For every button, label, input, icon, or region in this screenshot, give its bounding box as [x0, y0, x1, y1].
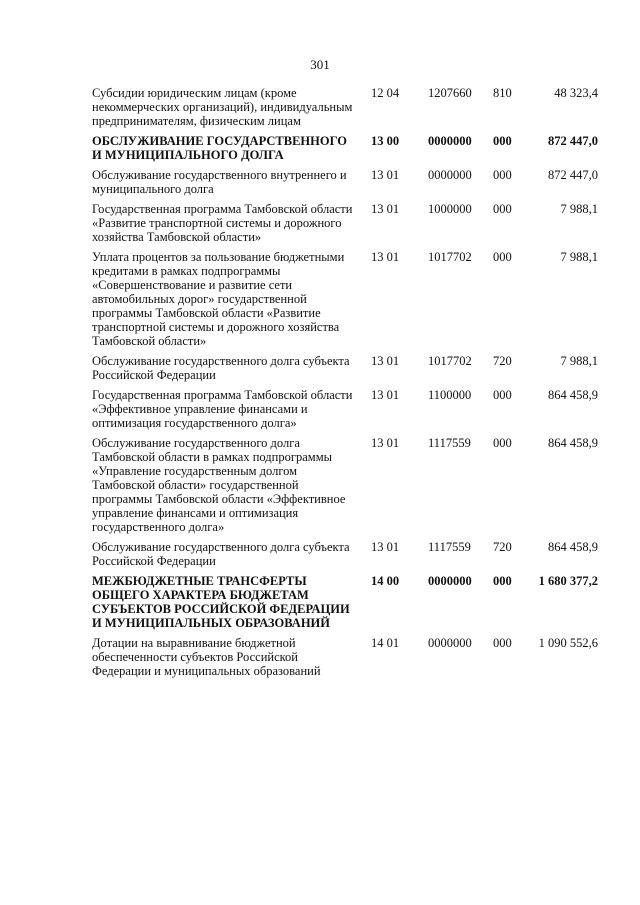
table-row: [0, 436, 640, 534]
row-section: 13 01: [371, 354, 400, 368]
row-section: 14 01: [371, 636, 400, 650]
row-name: Обслуживание государственного долга Тамбовской области в рамках подпрограммы «Управление государственным долгом Тамбовской области» государственной программы Тамбовской области «Эффективное управление финансами и оптимизация государственного долга»: [92, 436, 346, 534]
row-name: Обслуживание государственного долга субъекта Российской Федерации: [92, 540, 350, 568]
row-vr: 000: [493, 436, 512, 450]
row-sum: 48 323,4: [554, 86, 598, 100]
table-row: [0, 250, 640, 348]
row-vr: 000: [493, 574, 512, 588]
row-csr: 0000000: [428, 134, 472, 148]
table-row: [0, 636, 640, 678]
row-sum: 872 447,0: [548, 168, 598, 182]
row-vr: 000: [493, 134, 512, 148]
table-row: [0, 202, 640, 244]
row-vr: 000: [493, 250, 512, 264]
row-section: 13 01: [371, 168, 400, 182]
row-csr: 1000000: [428, 202, 472, 216]
row-sum: 864 458,9: [548, 436, 598, 450]
row-name: Обслуживание государственного внутреннего и муниципального долга: [92, 168, 347, 196]
row-name: ОБСЛУЖИВАНИЕ ГОСУДАРСТВЕННОГО И МУНИЦИПАЛЬНОГО ДОЛГА: [92, 134, 347, 162]
row-vr: 810: [493, 86, 512, 100]
row-sum: 7 988,1: [560, 250, 598, 264]
row-section: 13 01: [371, 388, 400, 402]
table-row: [0, 134, 640, 162]
row-sum: 7 988,1: [560, 354, 598, 368]
row-name: Обслуживание государственного долга субъекта Российской Федерации: [92, 354, 350, 382]
table-row: [0, 540, 640, 568]
table-row: [0, 354, 640, 382]
row-vr: 000: [493, 168, 512, 182]
budget-table: [0, 86, 640, 684]
row-vr: 000: [493, 202, 512, 216]
row-name: Субсидии юридическим лицам (кроме некоммерческих организаций), индивидуальным предпринимателям, физическим лицам: [92, 86, 353, 128]
row-sum: 1 090 552,6: [538, 636, 598, 650]
row-name: Дотации на выравнивание бюджетной обеспеченности субъектов Российской Федерации и муниципальных образований: [92, 636, 321, 678]
row-sum: 872 447,0: [548, 134, 598, 148]
row-section: 12 04: [371, 86, 400, 100]
row-csr: 0000000: [428, 636, 472, 650]
row-csr: 1207660: [428, 86, 472, 100]
row-sum: 864 458,9: [548, 388, 598, 402]
row-vr: 720: [493, 354, 512, 368]
row-sum: 864 458,9: [548, 540, 598, 554]
table-row: [0, 86, 640, 128]
page-number: 301: [310, 57, 330, 72]
row-sum: 1 680 377,2: [538, 574, 598, 588]
row-csr: 1117559: [428, 540, 471, 554]
table-row: [0, 388, 640, 430]
row-vr: 000: [493, 636, 512, 650]
row-vr: 720: [493, 540, 512, 554]
row-csr: 0000000: [428, 574, 472, 588]
row-section: 13 01: [371, 436, 400, 450]
table-row: [0, 168, 640, 196]
row-name: МЕЖБЮДЖЕТНЫЕ ТРАНСФЕРТЫ ОБЩЕГО ХАРАКТЕРА БЮДЖЕТАМ СУБЪЕКТОВ РОССИЙСКОЙ ФЕДЕРАЦИИ И МУНИЦИПАЛЬНЫХ ОБРАЗОВАНИЙ: [92, 574, 350, 630]
row-section: 13 01: [371, 202, 400, 216]
row-section: 13 01: [371, 250, 400, 264]
row-csr: 1100000: [428, 388, 472, 402]
row-section: 13 01: [371, 540, 400, 554]
row-vr: 000: [493, 388, 512, 402]
row-section: 14 00: [371, 574, 400, 588]
row-sum: 7 988,1: [560, 202, 598, 216]
row-name: Уплата процентов за пользование бюджетными кредитами в рамках подпрограммы «Совершенствование и развитие сети автомобильных дорог» государственной программы Тамбовской области «Развитие транспортной системы и дорожного хозяйства Тамбовской области»: [92, 250, 345, 348]
row-csr: 0000000: [428, 168, 472, 182]
row-csr: 1017702: [428, 354, 472, 368]
row-name: Государственная программа Тамбовской области «Развитие транспортной системы и дорожного хозяйства Тамбовской области»: [92, 202, 353, 244]
row-csr: 1117559: [428, 436, 471, 450]
table-row: [0, 574, 640, 630]
row-csr: 1017702: [428, 250, 472, 264]
row-section: 13 00: [371, 134, 400, 148]
row-name: Государственная программа Тамбовской области «Эффективное управление финансами и оптимизация государственного долга»: [92, 388, 353, 430]
